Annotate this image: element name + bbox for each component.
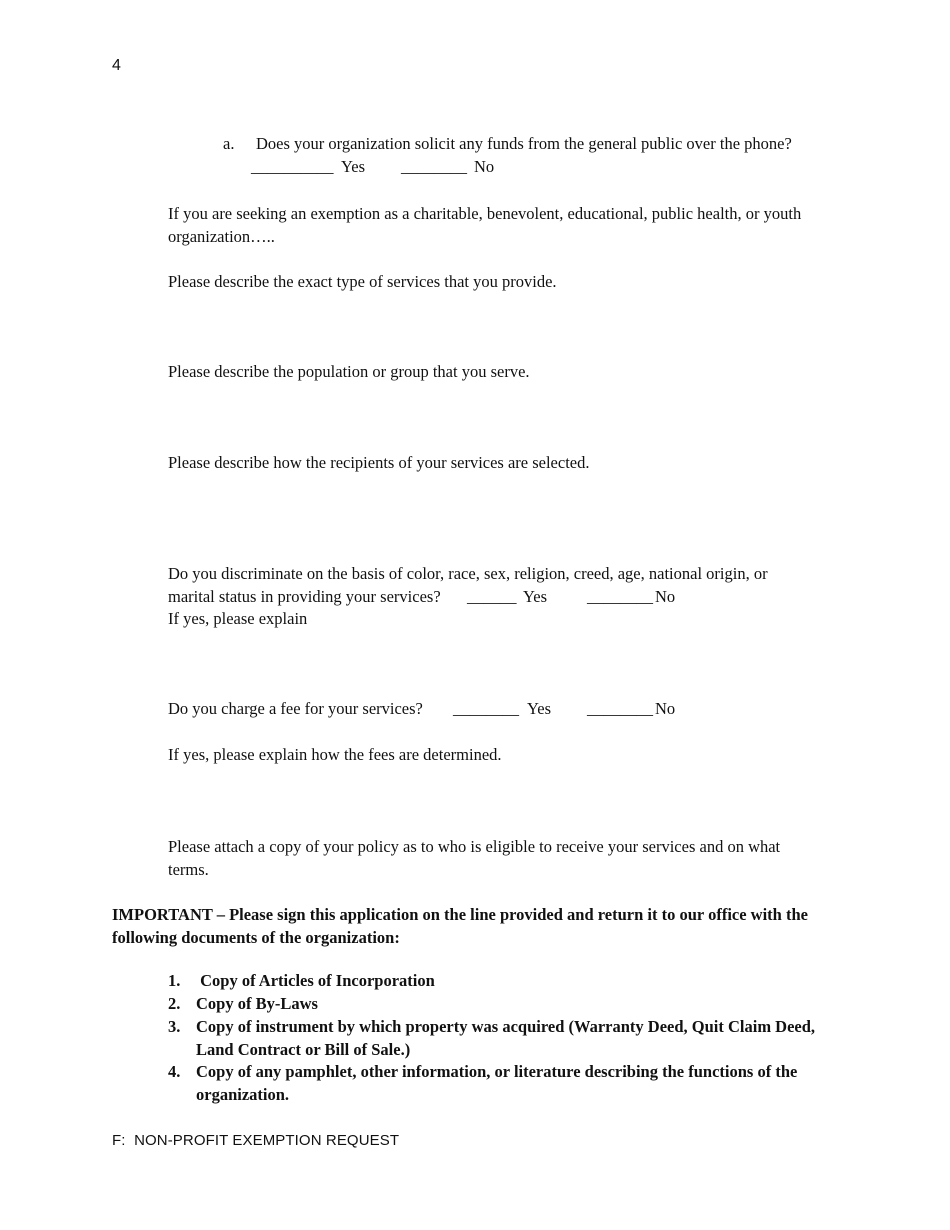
intro-line-2: organization….. bbox=[168, 227, 275, 246]
discrimination-line-1: Do you discriminate on the basis of color, race, sex, religion, creed, age, national origin, or bbox=[168, 564, 768, 583]
important-line-1: IMPORTANT – Please sign this application on the line provided and return it to our office with the bbox=[112, 905, 808, 924]
document-text: Copy of instrument by which property was acquired (Warranty Deed, Quit Claim Deed, bbox=[196, 1017, 816, 1036]
fee-explain: If yes, please explain how the fees are determined. bbox=[168, 745, 502, 764]
document-text: Copy of any pamphlet, other information, or literature describing the functions of the bbox=[196, 1062, 798, 1081]
question-a-text: Does your organization solicit any funds from the general public over the phone? bbox=[256, 134, 792, 153]
document-text: Copy of Articles of Incorporation bbox=[196, 971, 435, 990]
document-text-continued: Land Contract or Bill of Sale.) bbox=[196, 1039, 411, 1059]
intro-line-1: If you are seeking an exemption as a charitable, benevolent, educational, public health, or youth bbox=[168, 204, 802, 223]
intro-paragraph bbox=[168, 202, 848, 248]
page-footer: F: NON-PROFIT EXEMPTION REQUEST bbox=[112, 1132, 400, 1149]
discrimination-no-blank[interactable]: ________ bbox=[587, 587, 653, 606]
document-text: Copy of By-Laws bbox=[196, 994, 318, 1013]
policy-line-2: terms. bbox=[168, 860, 209, 879]
population-prompt: Please describe the population or group that you serve. bbox=[168, 362, 530, 381]
discrimination-yes-label: Yes bbox=[523, 587, 548, 606]
services-prompt: Please describe the exact type of services that you provide. bbox=[168, 272, 557, 291]
question-a-no-blank[interactable]: ________ bbox=[401, 157, 467, 176]
policy-line-1: Please attach a copy of your policy as to who is eligible to receive your services and on what bbox=[168, 837, 781, 856]
document-number: 1. bbox=[168, 971, 181, 990]
discrimination-no-label: No bbox=[655, 587, 676, 606]
question-a-no-label: No bbox=[474, 157, 495, 176]
fee-yes-label: Yes bbox=[527, 699, 552, 718]
discrimination-line-2: marital status in providing your services? bbox=[168, 587, 441, 606]
fee-yes-blank[interactable]: ________ bbox=[453, 699, 519, 718]
important-notice bbox=[112, 903, 852, 949]
important-line-2: following documents of the organization: bbox=[112, 928, 400, 947]
discrimination-yes-blank[interactable]: ______ bbox=[467, 587, 517, 606]
discrimination-explain: If yes, please explain bbox=[168, 609, 308, 628]
policy-paragraph bbox=[168, 835, 848, 881]
question-a-yes-blank[interactable]: __________ bbox=[251, 157, 334, 176]
fee-no-label: No bbox=[655, 699, 676, 718]
document-number: 3. bbox=[168, 1017, 181, 1036]
question-a-marker: a. bbox=[223, 134, 235, 153]
page-number: 4 bbox=[112, 57, 121, 74]
document-text-continued: organization. bbox=[196, 1084, 290, 1104]
document-number: 4. bbox=[168, 1062, 181, 1081]
fee-question-text: Do you charge a fee for your services? bbox=[168, 699, 423, 718]
document-number: 2. bbox=[168, 994, 181, 1013]
fee-no-blank[interactable]: ________ bbox=[587, 699, 653, 718]
question-a-yes-label: Yes bbox=[341, 157, 366, 176]
recipients-prompt: Please describe how the recipients of your services are selected. bbox=[168, 453, 590, 472]
